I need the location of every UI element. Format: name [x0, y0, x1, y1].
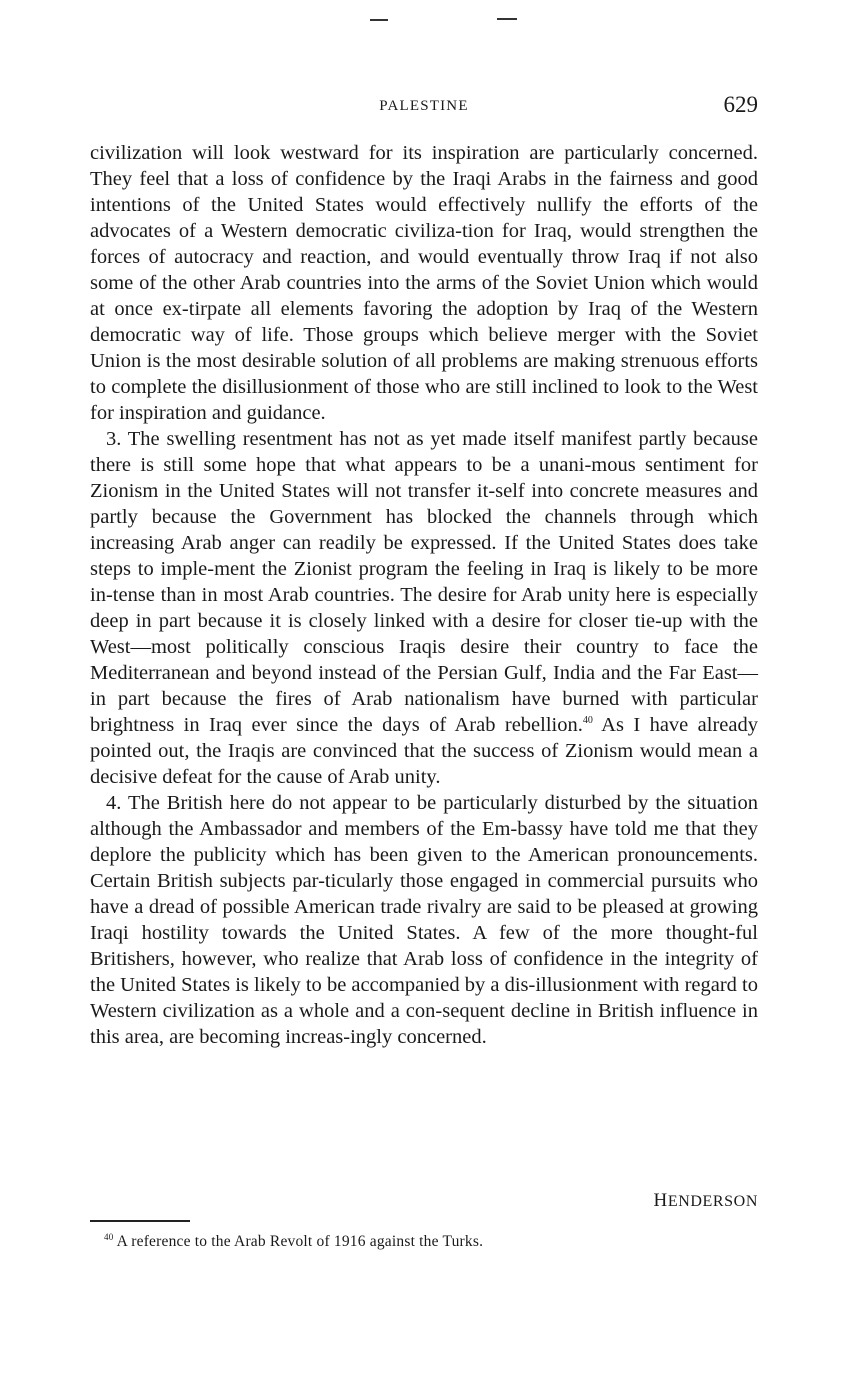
signature	[654, 1190, 758, 1212]
footnote-text: A reference to the Arab Revolt of 1916 against the Turks.	[116, 1233, 484, 1251]
paragraph-3-text: 3. The swelling resentment has not as yet made itself manifest partly because there is still some hope that what appears to be a unani-mous sentiment for Zionism in the United States will not transfer it-self into concrete measures and partly because the Government has blocked the channels through which increasing Arab anger can readily be expressed. If the United States does take steps to imple-ment the Zionist program the feeling in Iraq is likely to be more in-tense than in most Arab countries. The desire for Arab unity here is especially deep in part because it is closely linked with a desire for closer tie-up with the West—most politically conscious Iraqis desire their country to face the Mediterranean and beyond instead of the Persian Gulf, India and the Far East—in part because the fires of Arab nationalism have burned with particular brightness in Iraq ever since the days of Arab rebellion.	[90, 428, 758, 736]
paragraph-4: 4. The British here do not appear to be particularly disturbed by the situation although the Ambassador and members of the Em-bassy have told me that they deplore the publicity which has been given to the American pronouncements. Certain British subjects par-ticularly those engaged in commercial pursuits who have a dread of possible American trade rivalry are said to be pleased at growing Iraqi hostility towards the United States. A few of the more thought-ful Britishers, however, who realize that Arab loss of confidence in the integrity of the United States is likely to be accompanied by a dis-illusionment with regard to Western civilization as a whole and a con-sequent decline in British influence in this area, are becoming increas-ingly concerned.	[90, 792, 758, 1048]
running-title: PALESTINE	[379, 98, 469, 114]
signature-initial: H	[653, 1190, 668, 1211]
running-head	[90, 92, 758, 122]
page-number: 629	[723, 92, 758, 117]
top-printer-marks	[0, 14, 850, 24]
printer-mark-left	[370, 19, 388, 21]
body-text	[90, 140, 758, 1050]
paragraph-3-text-continued: As I have already pointed out, the Iraqis are convinced that the success of Zionism would mean a decisive defeat for the cause of Arab unity.	[90, 714, 758, 788]
paragraph-3	[90, 426, 758, 790]
paragraph-continuation: civilization will look westward for its inspiration are particularly concerned. They feel that a loss of confidence by the Iraqi Arabs in the fairness and good intentions of the United States would effectively nullify the efforts of the advocates of a Western democratic civiliza-tion for Iraq, would strengthen the forces of autocracy and reaction, and would eventually throw Iraq if not also some of the other Arab countries into the arms of the Soviet Union which would at once ex-tirpate all elements favoring the adoption by Iraq of the Western democratic way of life. Those groups which believe merger with the Soviet Union is the most desirable solution of all problems are making strenuous efforts to complete the disillusionment of those who are still inclined to look to the West for inspiration and guidance.	[90, 142, 758, 424]
footnote-reference: 40	[582, 715, 593, 727]
printer-mark-right	[497, 18, 517, 20]
footnote-number: 40	[104, 1232, 114, 1242]
signature-rest: ENDERSON	[667, 1193, 758, 1210]
footnote	[104, 1232, 483, 1251]
footnote-rule	[90, 1220, 190, 1222]
